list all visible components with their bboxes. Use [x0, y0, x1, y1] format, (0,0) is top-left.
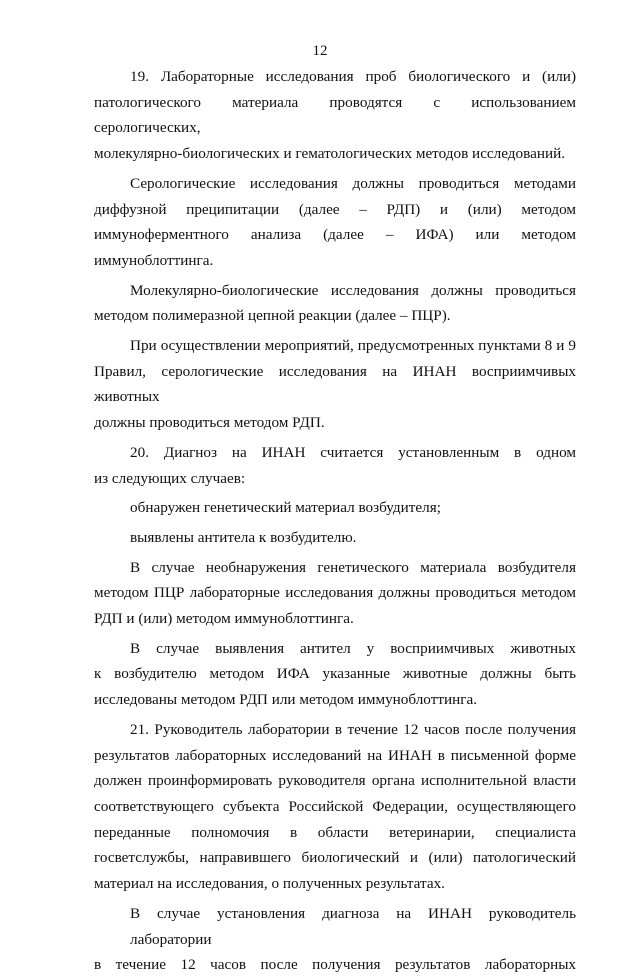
text-line: материал на исследования, о полученных результатах.	[94, 875, 445, 893]
page-number: 12	[312, 43, 328, 59]
text-line: Серологические исследования должны проводиться методами	[130, 174, 576, 192]
text-line: должен проинформировать руководителя органа исполнительной власти	[94, 772, 576, 790]
text-line: к возбудителю методом ИФА указанные животные должны быть	[94, 665, 576, 683]
paragraph-molecular	[94, 278, 576, 329]
paragraph-diagnosis-established	[94, 901, 576, 978]
text-line: Молекулярно-биологические исследования должны проводиться	[130, 281, 576, 299]
list-item	[94, 495, 576, 521]
list-item	[94, 525, 576, 551]
text-line: В случае установления диагноза на ИНАН руководитель лаборатории	[130, 904, 576, 948]
text-line: молекулярно-биологических и гематологических методов исследований.	[94, 145, 566, 163]
paragraph-19	[94, 64, 576, 167]
text-line: 20. Диагноз на ИНАН считается установленным в одном	[130, 443, 576, 461]
paragraph-antibodies	[94, 636, 576, 713]
text-line: В случае необнаружения генетического материала возбудителя	[130, 558, 576, 576]
text-line: 19. Лабораторные исследования проб биологического и (или)	[130, 68, 576, 85]
document-body	[94, 64, 576, 978]
text-line: В случае выявления антител у восприимчивых животных	[130, 639, 576, 657]
text-line: диффузной преципитации (далее – РДП) и (или) методом	[94, 200, 576, 218]
text-line: из следующих случаев:	[94, 469, 246, 487]
paragraph-measures	[94, 333, 576, 436]
text-line: методом ПЦР лабораторные исследования должны проводиться методом	[94, 584, 576, 602]
paragraph-no-genetic	[94, 555, 576, 632]
text-line: Правил, серологические исследования на ИНАН восприимчивых животных	[94, 362, 576, 406]
text-line: 21. Руководитель лаборатории в течение 12 часов после получения	[130, 720, 576, 738]
text-line: методом полимеразной цепной реакции (далее – ПЦР).	[94, 307, 451, 325]
text-line: в течение 12 часов после получения результатов лабораторных	[94, 956, 576, 974]
text-line: иммуноферментного анализа (далее – ИФА) или методом иммуноблоттинга.	[94, 226, 576, 269]
text-line: При осуществлении мероприятий, предусмотренных пунктами 8 и 9	[130, 337, 576, 355]
paragraph-20	[94, 440, 576, 491]
text-line: исследованы методом РДП или методом иммуноблоттинга.	[94, 691, 477, 709]
text-line: обнаружен генетический материал возбудителя;	[130, 499, 441, 517]
text-line: должны проводиться методом РДП.	[94, 414, 325, 432]
text-line: патологического материала проводятся с использованием серологических,	[94, 93, 576, 137]
text-line: результатов лабораторных исследований на ИНАН в письменной форме	[94, 746, 576, 764]
text-line: РДП и (или) методом иммуноблоттинга.	[94, 610, 354, 628]
text-line: выявлены антитела к возбудителю.	[130, 528, 357, 546]
text-line: переданные полномочия в области ветеринарии, специалиста	[94, 823, 576, 841]
text-line: госветслужбы, направившего биологический и (или) патологический	[94, 849, 576, 867]
paragraph-serology	[94, 171, 576, 274]
paragraph-21	[94, 717, 576, 897]
text-line: соответствующего субъекта Российской Федерации, осуществляющего	[94, 797, 576, 815]
